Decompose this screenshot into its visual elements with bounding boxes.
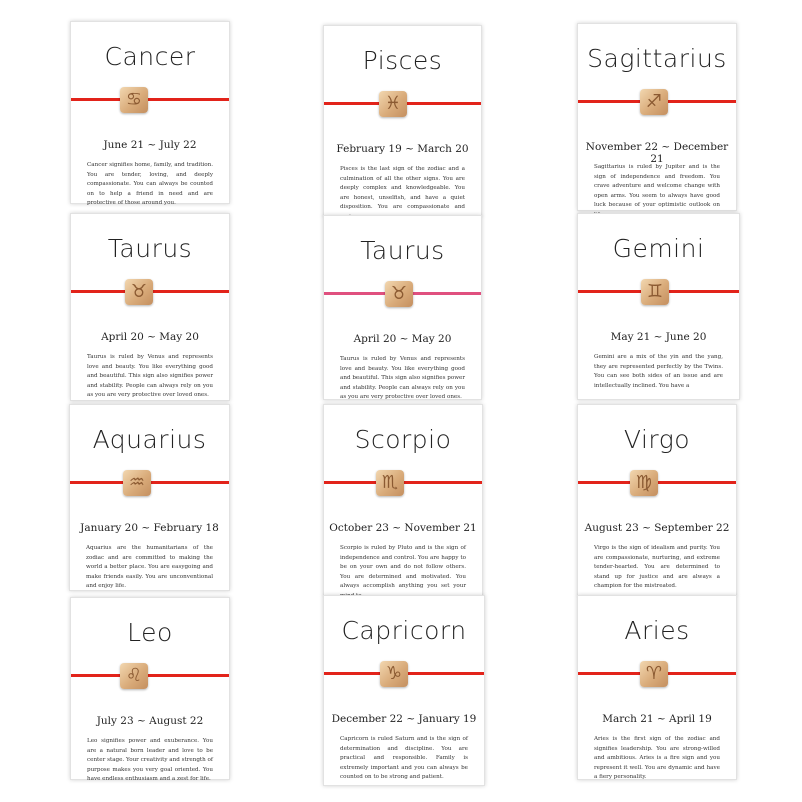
zodiac-card-scorpio — [323, 404, 483, 596]
bracelet-cord — [71, 98, 229, 101]
sign-description: Taurus is ruled by Venus and represents love and beauty. You like everything good and beautiful. This sign also signifies power and stability. People can always rely on you as you are very protective over loved ones. — [87, 354, 213, 399]
date-range: May 21 ~ June 20 — [610, 331, 707, 343]
date-range: March 21 ~ April 19 — [602, 713, 712, 725]
sign-title: Sagittarius — [587, 44, 727, 73]
sign-description: Aquarius are the humanitarians of the zodiac and are committed to making the world a better place. You are easygoing and make friends easily. You are unconventional and enjoy life. — [86, 545, 213, 590]
zodiac-card-aquarius — [69, 404, 230, 591]
sign-description: Cancer signifies home, family, and tradition. You are tender, loving, and deeply compassionate. You can always be counted on to help a friend in need and are protective of those around you. — [87, 162, 213, 207]
sign-description: Capricorn is ruled Saturn and is the sign of determination and discipline. You are practical and responsible. Family is extremely important and you can always be counted on to be strong and patient. — [340, 736, 468, 781]
zodiac-card-taurus — [70, 213, 230, 401]
sign-title: Virgo — [623, 425, 691, 454]
zodiac-card-gemini — [577, 213, 740, 400]
sign-title: Aries — [624, 616, 690, 645]
date-range: July 23 ~ August 22 — [96, 715, 204, 727]
sign-description: Virgo is the sign of idealism and purity. You are compassionate, nurturing, and extreme tender-hearted. You are determined to stand up for justice and are always a champion for the mistreated. — [594, 545, 720, 590]
date-range: October 23 ~ November 21 — [329, 522, 477, 534]
zodiac-charm-icon: ♋ — [120, 87, 148, 113]
sign-title: Taurus — [107, 234, 193, 263]
sign-title: Cancer — [104, 42, 196, 71]
date-range: January 20 ~ February 18 — [80, 522, 219, 534]
zodiac-charm-icon: ♉ — [125, 279, 153, 305]
sign-description: Pisces is the last sign of the zodiac and a culmination of all the other signs. You are deeply complex and knowledgeable. You are honest, unselfish, and have a quiet disposition. You are compassionate and — [340, 166, 465, 211]
zodiac-card-capricorn — [323, 595, 485, 786]
zodiac-card-taurus — [323, 215, 482, 400]
zodiac-card-leo — [70, 597, 230, 783]
zodiac-card-aries — [577, 595, 737, 780]
sign-description: Leo signifies power and exuberance. You are a natural born leader and love to be center stage. Your creativity and strength of purpose makes you very goal oriented. You have endless enthusiasm and a zest for life. — [87, 738, 213, 783]
sign-title: Taurus — [360, 236, 445, 265]
sign-title: Scorpio — [354, 425, 452, 454]
date-range: February 19 ~ March 20 — [336, 143, 469, 155]
sign-description: Taurus is ruled by Venus and represents love and beauty. You like everything good and beautiful. This sign also signifies power and stability. People can always rely on you as you are very protective over loved ones. — [340, 356, 465, 401]
date-range: April 20 ~ May 20 — [353, 333, 452, 345]
date-range: April 20 ~ May 20 — [101, 331, 199, 343]
sign-title: Gemini — [612, 234, 705, 263]
date-range: December 22 ~ January 19 — [331, 713, 477, 725]
zodiac-card-sagittarius — [577, 23, 737, 211]
date-range: August 23 ~ September 22 — [584, 522, 730, 534]
zodiac-charm-icon: ♊ — [641, 279, 669, 305]
sign-title: Pisces — [362, 46, 443, 75]
zodiac-charm-icon: ♐ — [640, 89, 668, 115]
zodiac-card-virgo — [577, 404, 737, 596]
sign-title: Capricorn — [341, 616, 467, 645]
zodiac-charm-icon: ♑ — [380, 661, 408, 687]
zodiac-charm-icon: ♓ — [379, 91, 407, 117]
zodiac-charm-icon: ♌ — [120, 663, 148, 689]
sign-description: Scorpio is ruled by Pluto and is the sign of independence and control. You are happy to be on your own and do not follow others. You are determined and motivated. You always accomplish anything you set your — [340, 545, 466, 590]
zodiac-card-cancer — [70, 21, 230, 207]
zodiac-charm-icon: ♍ — [630, 470, 658, 496]
sign-description: Sagittarius is ruled by Jupiter and is the sign of independence and freedom. You crave adventure and welcome change with open arms. You seem to always have good luck because of your optimistic outlook on — [594, 164, 720, 209]
zodiac-charm-icon: ♈ — [640, 661, 668, 687]
date-range: November 22 ~ December 21 — [585, 141, 729, 165]
zodiac-card-pisces — [323, 25, 482, 217]
sign-description: Gemini are a mix of the yin and the yang, they are represented perfectly by the Twins. You can see both sides of an issue and are intellectually inclined. You have a — [594, 354, 723, 389]
sign-title: Aquarius — [92, 425, 207, 454]
sign-description: Aries is the first sign of the zodiac and signifies leadership. You are strong-willed and ambitious. Aries is a fire sign and you represent it well. You are dynamic and have a fiery personality. — [594, 736, 720, 781]
date-range: June 21 ~ July 22 — [103, 139, 197, 151]
sign-title: Leo — [127, 618, 173, 647]
bracelet-cord — [71, 674, 229, 677]
zodiac-charm-icon: ♉ — [385, 281, 413, 307]
zodiac-charm-icon: ♒ — [123, 470, 151, 496]
zodiac-charm-icon: ♏ — [376, 470, 404, 496]
